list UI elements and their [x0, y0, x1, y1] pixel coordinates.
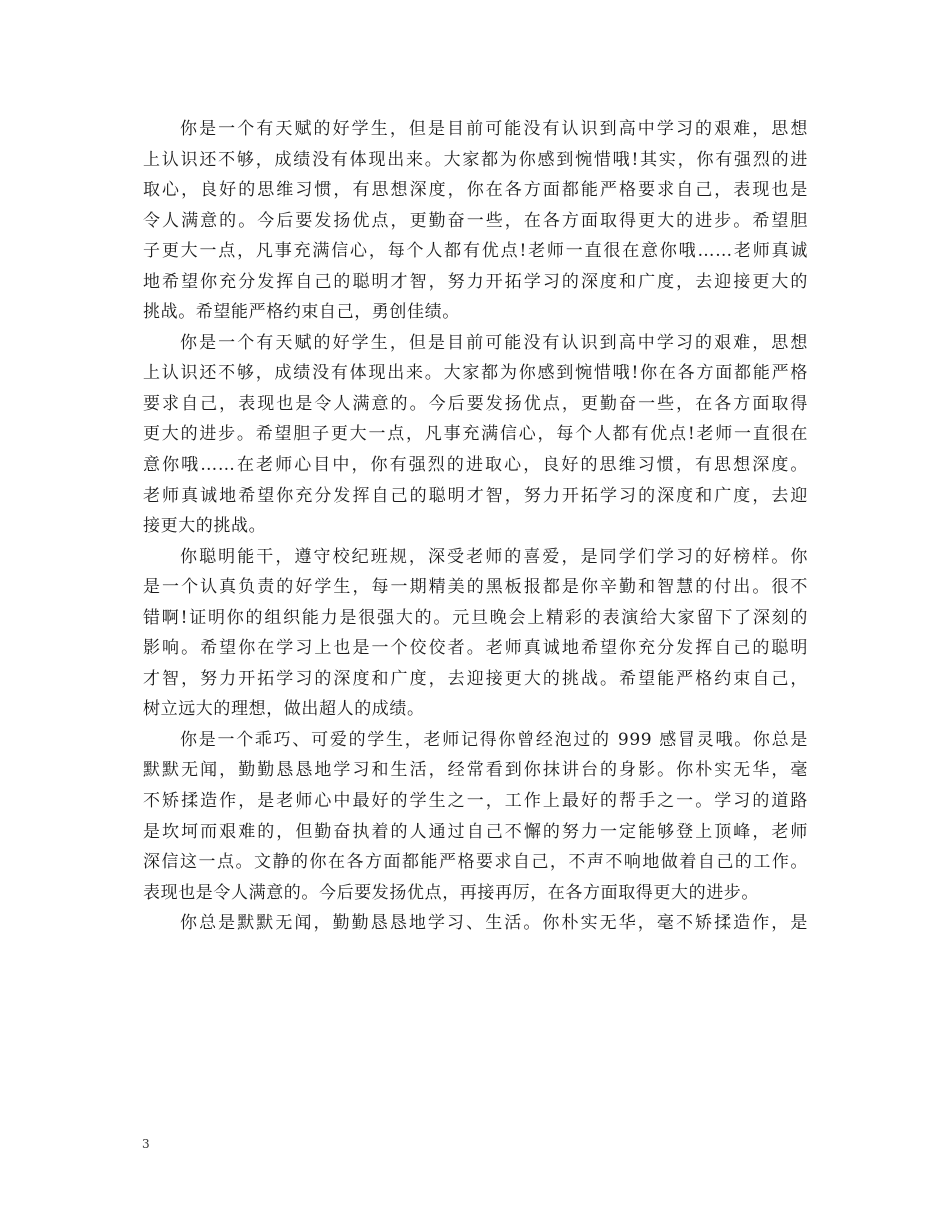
text-line: 地希望你充分发挥自己的聪明才智，努力开拓学习的深度和广度，去迎接更大的	[143, 271, 808, 292]
text-line: 意你哦……在老师心目中，你有强烈的进取心，良好的思维习惯，有思想深度。	[143, 455, 808, 476]
text-line: 你是一个有天赋的好学生，但是目前可能没有认识到高中学习的艰难，思想	[180, 119, 808, 139]
text-line: 默默无闻，勤勤恳恳地学习和生活，经常看到你抹讲台的身影。你朴实无华，毫	[143, 760, 808, 781]
paragraph-1	[143, 114, 808, 328]
text-line: 是坎坷而艰难的，但勤奋执着的人通过自己不懈的努力一定能够登上顶峰，老师	[143, 821, 808, 842]
text-line: 你总是默默无闻，勤勤恳恳地学习、生活。你朴实无华，毫不矫揉造作，是	[180, 913, 808, 934]
text-line: 你聪明能干，遵守校纪班规，深受老师的喜爱，是同学们学习的好榜样。你	[180, 546, 808, 567]
text-line: 接更大的挑战。	[143, 516, 267, 537]
text-line: 是一个认真负责的好学生，每一期精美的黑板报都是你辛勤和智慧的付出。很不	[143, 577, 808, 598]
text-line: 你是一个乖巧、可爱的学生，老师记得你曾经泡过的 999 感冒灵哦。你总是	[180, 729, 808, 750]
text-line: 老师真诚地希望你充分发挥自己的聪明才智，努力开拓学习的深度和广度，去迎	[143, 485, 808, 506]
text-line: 错啊!证明你的组织能力是很强大的。元旦晚会上精彩的表演给大家留下了深刻的	[143, 607, 808, 628]
text-line: 你是一个有天赋的好学生，但是目前可能没有认识到高中学习的艰难，思想	[180, 332, 808, 353]
paragraph-3	[143, 542, 808, 725]
text-line: 挑战。希望能严格约束自己，勇创佳绩。	[143, 302, 460, 323]
text-line: 取心，良好的思维习惯，有思想深度，你在各方面都能严格要求自己，表现也是	[143, 180, 808, 201]
paragraph-5	[143, 908, 808, 939]
text-line: 令人满意的。今后要发扬优点，更勤奋一些，在各方面取得更大的进步。希望胆	[143, 210, 808, 231]
text-line: 影响。希望你在学习上也是一个佼佼者。老师真诚地希望你充分发挥自己的聪明	[143, 638, 808, 659]
text-line: 不矫揉造作，是老师心中最好的学生之一，工作上最好的帮手之一。学习的道路	[143, 791, 808, 812]
text-line: 子更大一点，凡事充满信心，每个人都有优点!老师一直很在意你哦……老师真诚	[143, 241, 808, 262]
text-line: 更大的进步。希望胆子更大一点，凡事充满信心，每个人都有优点!老师一直很在	[143, 424, 808, 445]
text-line: 上认识还不够，成绩没有体现出来。大家都为你感到惋惜哦!其实，你有强烈的进	[143, 149, 808, 170]
text-line: 深信这一点。文静的你在各方面都能严格要求自己，不声不响地做着自己的工作。	[143, 852, 808, 873]
body-text	[143, 114, 808, 939]
text-line: 树立远大的理想，做出超人的成绩。	[143, 699, 425, 720]
page-number: 3	[142, 1137, 150, 1151]
paragraph-2	[143, 328, 808, 542]
text-line: 要求自己，表现也是令人满意的。今后要发扬优点，更勤奋一些，在各方面取得	[143, 393, 808, 414]
paragraph-4	[143, 725, 808, 908]
text-line: 上认识还不够，成绩没有体现出来。大家都为你感到惋惜哦!你在各方面都能严格	[143, 363, 808, 384]
text-line: 表现也是令人满意的。今后要发扬优点，再接再厉，在各方面取得更大的进步。	[143, 882, 759, 903]
text-line: 才智，努力开拓学习的深度和广度，去迎接更大的挑战。希望能严格约束自己，	[143, 668, 808, 689]
